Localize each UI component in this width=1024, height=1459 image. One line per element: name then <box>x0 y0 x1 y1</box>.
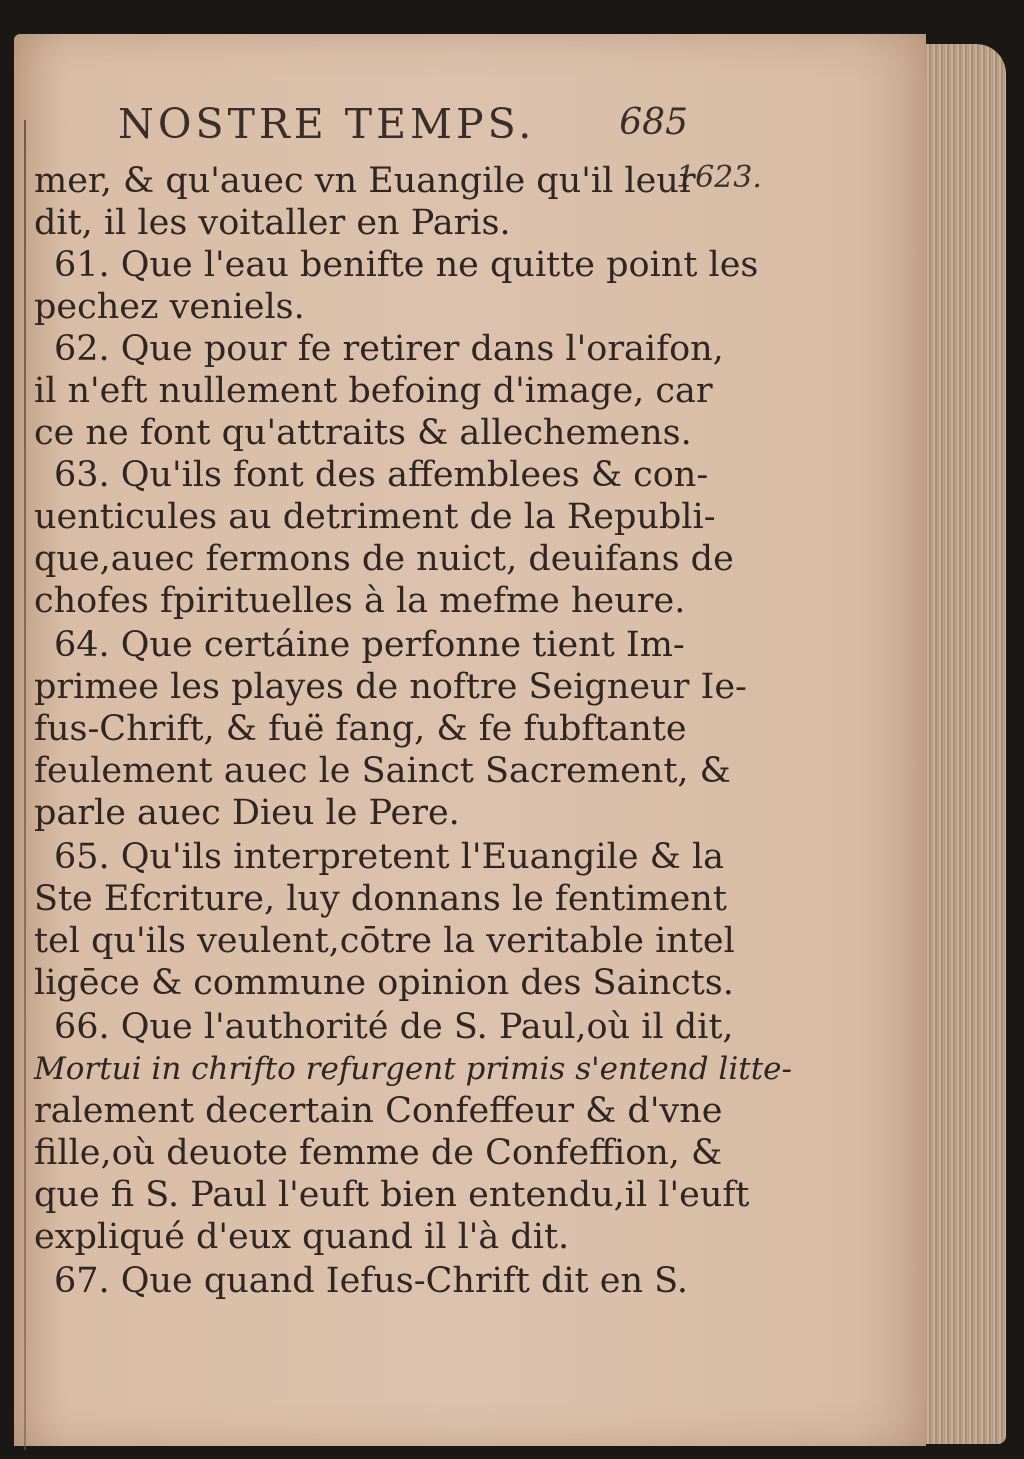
text-line: feulement auec le Sainct Sacrement, & <box>34 751 731 791</box>
text-line: primee les playes de noftre Seigneur Ie- <box>34 667 747 707</box>
text-line: 62. Que pour fe retirer dans l'oraifon, <box>54 329 724 369</box>
page-edges <box>926 44 1006 1444</box>
text-line: Ste Efcriture, luy donnans le fentiment <box>34 879 727 919</box>
text-line: tel qu'ils veulent,cōtre la veritable intel <box>34 921 735 961</box>
margin-year: 1623. <box>676 160 762 195</box>
text-line: que fi S. Paul l'euft bien entendu,il l'euft <box>34 1175 750 1215</box>
text-line: 61. Que l'eau benifte ne quitte point les <box>54 245 759 285</box>
text-line: que,auec fermons de nuict, deuifans de <box>34 539 734 579</box>
text-line: 66. Que l'authorité de S. Paul,où il dit, <box>54 1007 734 1047</box>
text-line: pechez veniels. <box>34 287 305 327</box>
text-line: chofes fpirituelles à la mefme heure. <box>34 581 686 621</box>
text-line: parle auec Dieu le Pere. <box>34 793 460 833</box>
text-line: Mortui in chrifto refurgent primis s'entend litte- <box>34 1051 792 1087</box>
text-line: mer, & qu'auec vn Euangile qu'il leur <box>34 161 696 201</box>
text-line: uenticules au detriment de la Republi- <box>34 497 716 537</box>
text-line: fille,où deuote femme de Confeffion, & <box>34 1133 723 1173</box>
text-line: 64. Que certáine perfonne tient Im- <box>54 625 685 665</box>
text-line: ligēce & commune opinion des Saincts. <box>34 963 734 1003</box>
gutter-shadow <box>24 120 26 1450</box>
running-title: NOSTRE TEMPS. <box>118 100 536 148</box>
text-line: ralement decertain Confeffeur & d'vne <box>34 1091 723 1131</box>
text-line: dit, il les voitaller en Paris. <box>34 203 511 243</box>
page-number: 685 <box>619 102 688 143</box>
text-line: il n'eft nullement befoing d'image, car <box>34 371 713 411</box>
text-line: fus-Chrift, & fuë fang, & fe fubftante <box>34 709 687 749</box>
text-line: 63. Qu'ils font des affemblees & con- <box>54 455 709 495</box>
text-line: ce ne font qu'attraits & allechemens. <box>34 413 692 453</box>
text-line: 67. Que quand Iefus-Chrift dit en S. <box>54 1261 688 1301</box>
text-line: expliqué d'eux quand il l'à dit. <box>34 1217 570 1257</box>
text-line: 65. Qu'ils interpretent l'Euangile & la <box>54 837 725 877</box>
running-header <box>118 100 688 156</box>
